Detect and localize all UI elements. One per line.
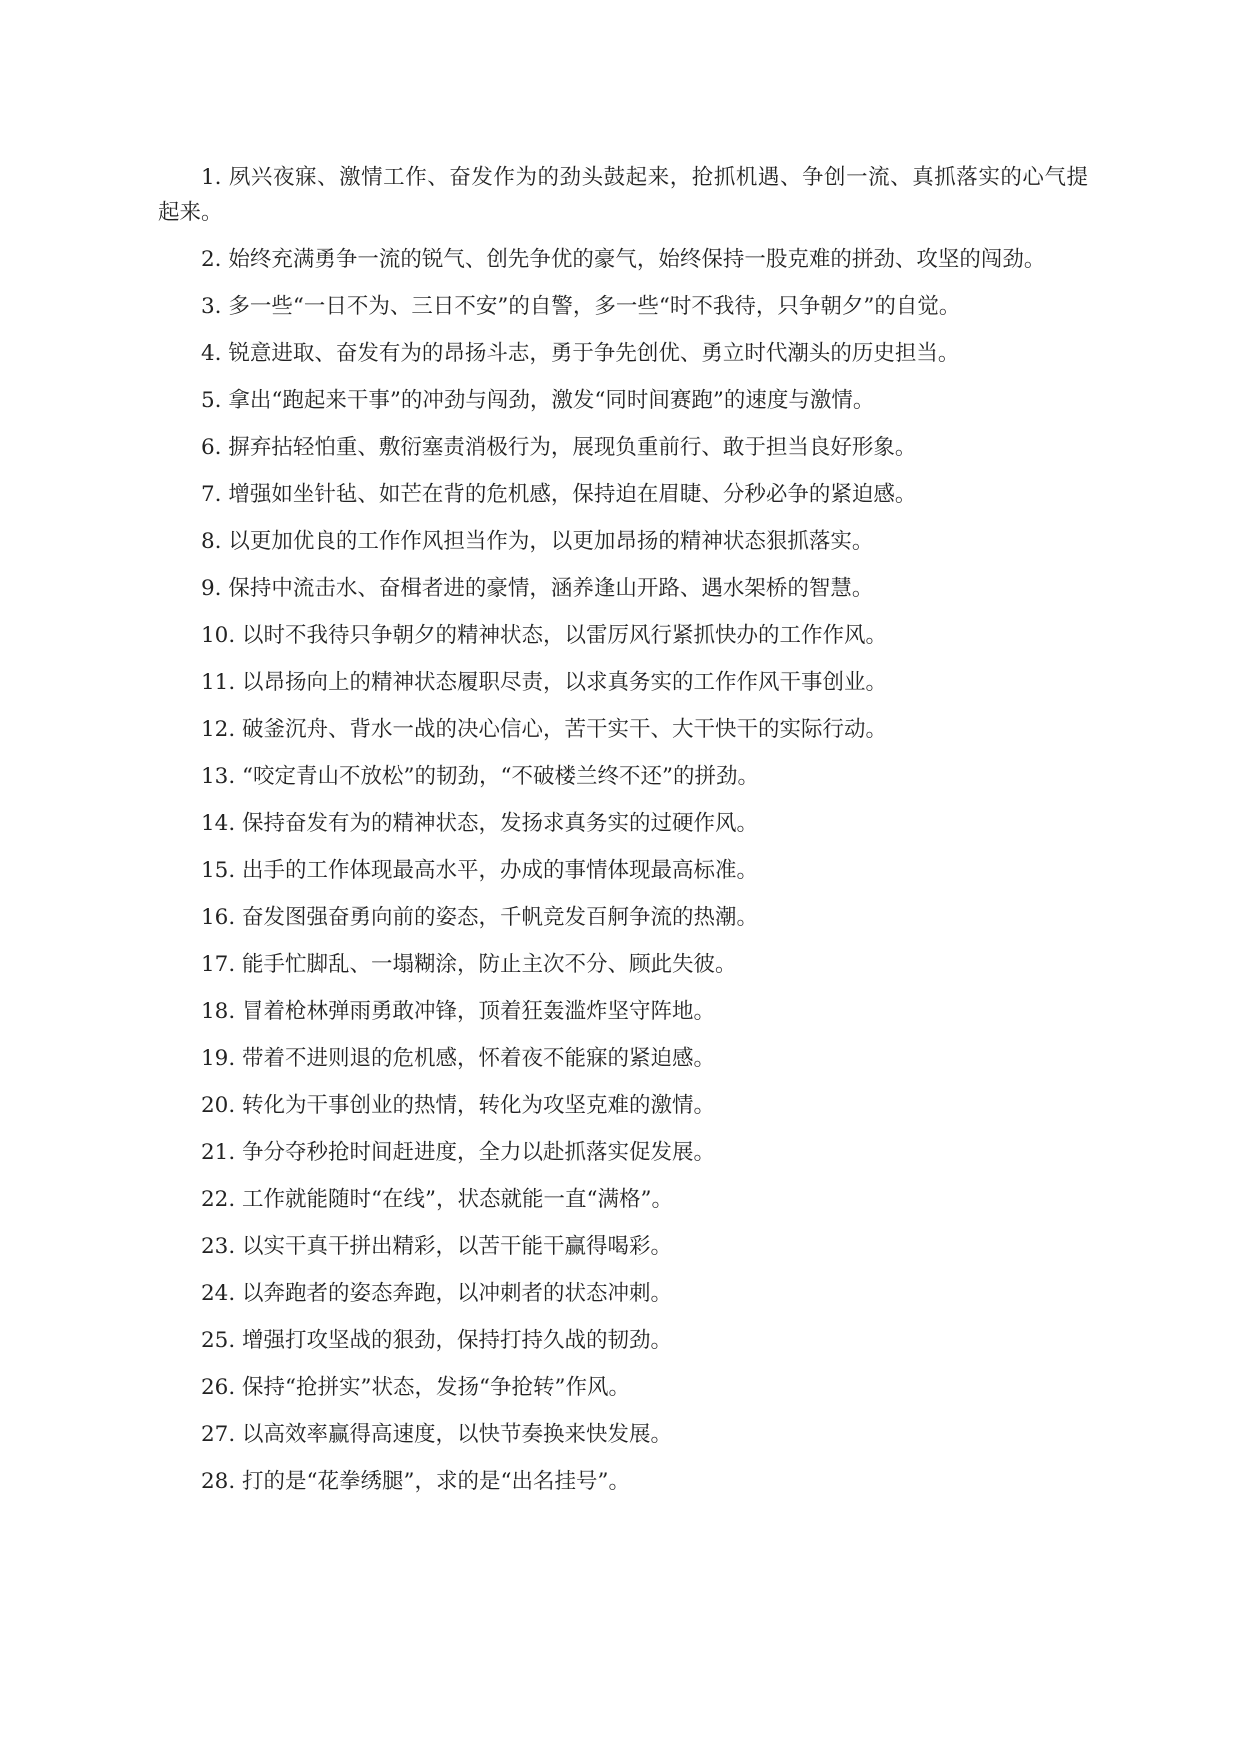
list-item-11: 11. 以昂扬向上的精神状态履职尽责，以求真务实的工作作风干事创业。	[201, 670, 888, 695]
list-item-18: 18. 冒着枪林弹雨勇敢冲锋，顶着狂轰滥炸坚守阵地。	[201, 999, 716, 1024]
list-item-28: 28. 打的是“花拳绣腿”，求的是“出名挂号”。	[201, 1469, 630, 1494]
list-item-20: 20. 转化为干事创业的热情，转化为攻坚克难的激情。	[201, 1093, 716, 1118]
list-item-19: 19. 带着不进则退的危机感，怀着夜不能寐的紧迫感。	[201, 1046, 716, 1071]
list-item-15: 15. 出手的工作体现最高水平，办成的事情体现最高标准。	[201, 858, 759, 883]
list-item-17: 17. 能手忙脚乱、一塌糊涂，防止主次不分、顾此失彼。	[201, 952, 737, 977]
list-item-14: 14. 保持奋发有为的精神状态，发扬求真务实的过硬作风。	[201, 811, 759, 836]
list-item-7: 7. 增强如坐针毡、如芒在背的危机感，保持迫在眉睫、分秒必争的紧迫感。	[201, 482, 917, 507]
list-item-27: 27. 以高效率赢得高速度，以快节奏换来快发展。	[201, 1422, 673, 1447]
list-item-2: 2. 始终充满勇争一流的锐气、创先争优的豪气，始终保持一股克难的拼劲、攻坚的闯劲。	[201, 247, 1046, 272]
list-item-23: 23. 以实干真干拼出精彩，以苦干能干赢得喝彩。	[201, 1234, 673, 1259]
list-item-12: 12. 破釜沉舟、背水一战的决心信心，苦干实干、大干快干的实际行动。	[201, 717, 888, 742]
list-item-10: 10. 以时不我待只争朝夕的精神状态，以雷厉风行紧抓快办的工作作风。	[201, 623, 888, 648]
list-item-16: 16. 奋发图强奋勇向前的姿态，千帆竞发百舸争流的热潮。	[201, 905, 759, 930]
list-item-4: 4. 锐意进取、奋发有为的昂扬斗志，勇于争先创优、勇立时代潮头的历史担当。	[201, 341, 960, 366]
list-item-22: 22. 工作就能随时“在线”，状态就能一直“满格”。	[201, 1187, 673, 1212]
list-item-6: 6. 摒弃拈轻怕重、敷衍塞责消极行为，展现负重前行、敢于担当良好形象。	[201, 435, 917, 460]
list-item-3: 3. 多一些“一日不为、三日不安”的自警，多一些“时不我待，只争朝夕”的自觉。	[201, 294, 961, 319]
list-item-5: 5. 拿出“跑起来干事”的冲劲与闯劲，激发“同时间赛跑”的速度与激情。	[201, 388, 875, 413]
list-item-21: 21. 争分夺秒抢时间赶进度，全力以赴抓落实促发展。	[201, 1140, 716, 1165]
list-item-13: 13. “咬定青山不放松”的韧劲，“不破楼兰终不还”的拼劲。	[201, 764, 759, 789]
list-item-25: 25. 增强打攻坚战的狠劲，保持打持久战的韧劲。	[201, 1328, 673, 1353]
list-item-9: 9. 保持中流击水、奋楫者进的豪情，涵养逢山开路、遇水架桥的智慧。	[201, 576, 874, 601]
list-item-8: 8. 以更加优良的工作作风担当作为，以更加昂扬的精神状态狠抓落实。	[201, 529, 874, 554]
document-body	[158, 160, 1088, 1499]
list-item-26: 26. 保持“抢拼实”状态，发扬“争抢转”作风。	[201, 1375, 630, 1400]
list-item-24: 24. 以奔跑者的姿态奔跑，以冲刺者的状态冲刺。	[201, 1281, 673, 1306]
list-item-1: 1. 夙兴夜寐、激情工作、奋发作为的劲头鼓起来，抢抓机遇、争创一流、真抓落实的心气提起来。	[158, 165, 1088, 225]
